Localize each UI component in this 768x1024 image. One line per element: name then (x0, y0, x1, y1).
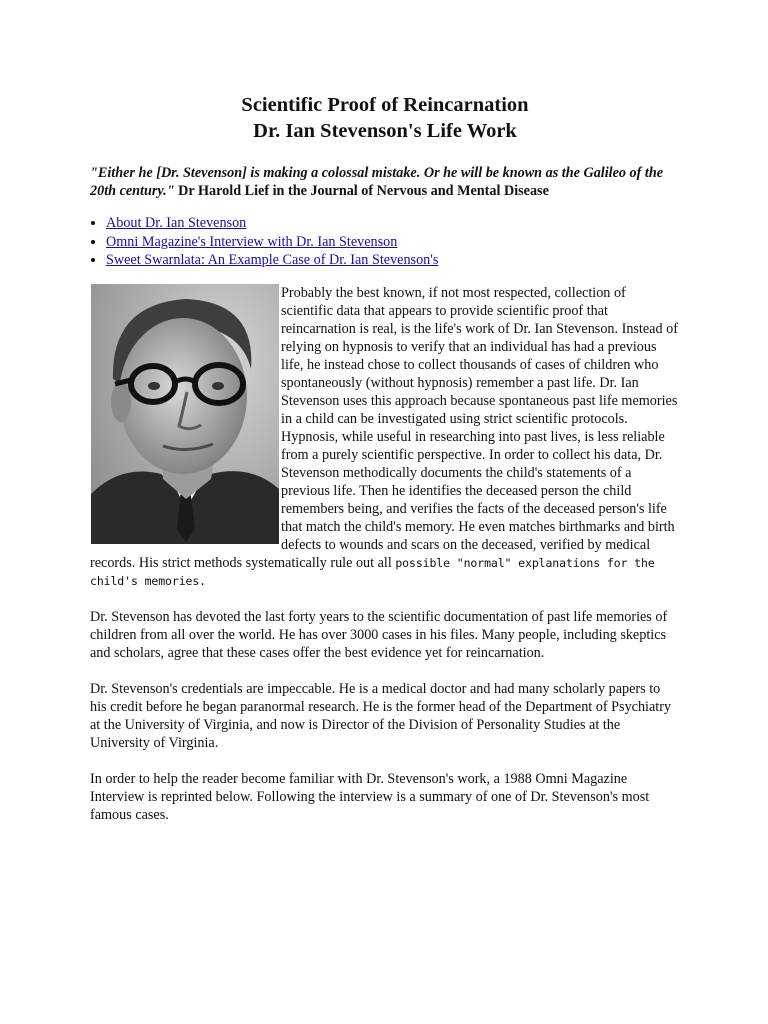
quote-attribution: Dr Harold Lief in the Journal of Nervous and Mental Disease (174, 183, 549, 199)
paragraph-interview: In order to help the reader become familiar with Dr. Stevenson's work, a 1988 Omni Magazine Interview is reprinted below. Following the interview is a summary of one of Dr. Stevenson's most famous cases. (90, 770, 650, 823)
paragraph-credentials: Dr. Stevenson's credentials are impeccable. He is a medical doctor and had many scholarly papers to his credit before he began paranormal research. He is the former head of the Department of Psychiatry at the University of Virginia, and now is Director of the Division of Personality Studies at the University of Virginia. (90, 680, 672, 751)
intro-text: Probably the best known, if not most respected, collection of scientific data that appears to provide scientific proof that reincarnation is real, is the life's work of Dr. Ian Stevenson. Instead of relying on hypnosis to verify that an individual has had a previous life, he instead chose to collect thousands of cases of children who spontaneously (without hypnosis) remember a past life. Dr. Ian Stevenson uses this approach because spontaneous past life memories in a child can be investigated using strict scientific protocols. Hypnosis, while useful in researching into past lives, is less reliable from a purely scientific perspective. In order to collect his data, Dr. Stevenson methodically documents the child's statements of a previous life. Then he identifies the deceased person the child remembers being, and verifies the facts of the deceased person's life that match the child's memory. He even matches birthmarks and birth defects to wounds and scars on the deceased, verified by medical records. His strict methods systematically rule out all (90, 284, 678, 571)
quote-text: "Either he [Dr. Stevenson] is making a colossal mistake. Or he will be known as the Galileo of the 20th century." (90, 165, 664, 199)
link-list (90, 214, 680, 270)
portrait-photo (91, 284, 279, 544)
title-line-1: Scientific Proof of Reincarnation (241, 94, 529, 116)
intro-paragraph (90, 284, 680, 590)
portrait-image (91, 284, 279, 544)
link-about-stevenson[interactable]: About Dr. Ian Stevenson (106, 215, 247, 231)
quote-block (90, 164, 680, 200)
link-swarnlata-case[interactable]: Sweet Swarnlata: An Example Case of Dr. Ian Stevenson's (106, 252, 439, 268)
list-item (106, 233, 680, 252)
list-item (106, 251, 680, 270)
list-item (106, 214, 680, 233)
paragraph-documentation: Dr. Stevenson has devoted the last forty years to the scientific documentation of past life memories of children from all over the world. He has over 3000 cases in his files. Many people, including skeptics and scholars, agree that these cases offer the best evidence yet for reincarnation. (90, 608, 668, 661)
page-title (90, 92, 680, 144)
intro-tail: possible "normal" explanations for the child's memories. (90, 555, 655, 588)
title-line-2: Dr. Ian Stevenson's Life Work (253, 120, 517, 142)
link-omni-interview[interactable]: Omni Magazine's Interview with Dr. Ian Stevenson (106, 233, 398, 250)
